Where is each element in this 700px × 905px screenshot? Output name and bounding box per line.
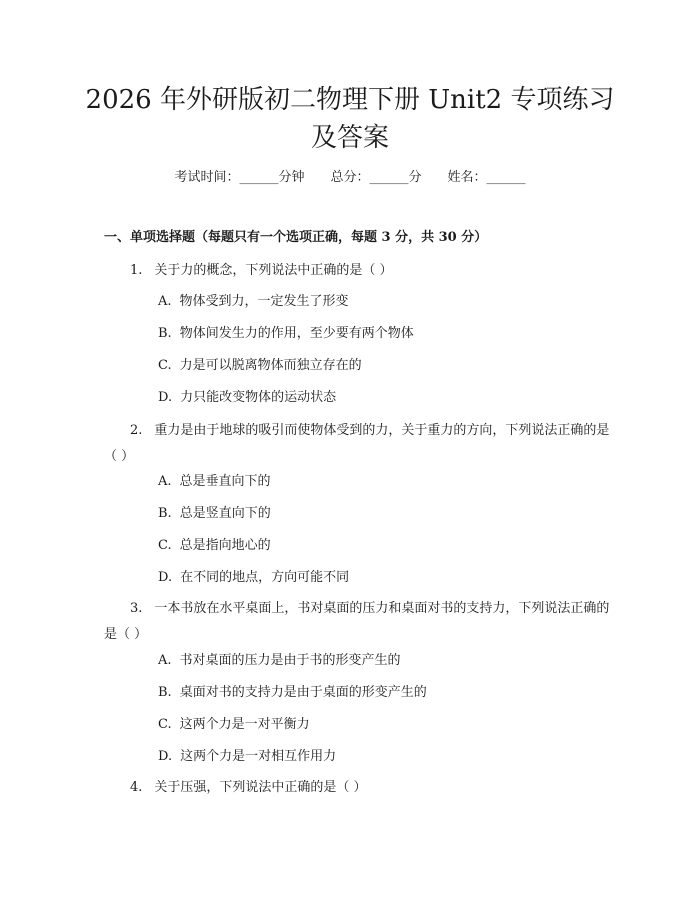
question-1-option-c — [158, 356, 362, 376]
question-3-option-a — [158, 651, 401, 671]
option-text: 物体间发生力的作用，至少要有两个物体 — [179, 326, 414, 341]
document-title-line1: 2026 年外研版初二物理下册 Unit2 专项练习 — [85, 85, 615, 115]
question-1-option-b — [158, 324, 414, 344]
option-label: A. — [158, 653, 172, 668]
total-score-field: 总分：______分 — [330, 170, 422, 185]
question-2 — [104, 418, 614, 470]
option-label: C. — [158, 538, 172, 553]
option-label: A. — [158, 474, 172, 489]
student-name-field: 姓名：______ — [447, 170, 526, 185]
question-3-option-b — [158, 683, 427, 703]
option-label: A. — [158, 294, 172, 309]
question-2-option-b — [158, 504, 271, 524]
question-3-option-c — [158, 715, 310, 735]
option-text: 总是竖直向下的 — [179, 506, 271, 521]
option-label: B. — [158, 685, 172, 700]
question-number: 3. — [130, 601, 143, 616]
question-number: 4. — [130, 780, 143, 795]
option-label: C. — [158, 358, 172, 373]
option-text: 力是可以脱离物体而独立存在的 — [179, 358, 362, 373]
question-1 — [104, 258, 614, 284]
option-label: B. — [158, 326, 172, 341]
option-text: 物体受到力，一定发生了形变 — [179, 294, 349, 309]
question-3 — [104, 596, 614, 648]
option-label: D. — [158, 749, 173, 764]
option-text: 桌面对书的支持力是由于桌面的形变产生的 — [179, 685, 427, 700]
question-number: 2. — [130, 423, 143, 438]
section-heading: 一、单项选择题（每题只有一个选项正确，每题 3 分，共 30 分） — [104, 230, 488, 245]
document-title-line2: 及答案 — [310, 123, 389, 153]
question-number: 1. — [130, 263, 143, 278]
option-text: 书对桌面的压力是由于书的形变产生的 — [179, 653, 401, 668]
option-text: 总是指向地心的 — [179, 538, 271, 553]
question-2-option-d — [158, 568, 349, 588]
question-2-option-a — [158, 472, 271, 492]
question-text: 关于力的概念，下列说法中正确的是（ ） — [154, 263, 393, 278]
option-text: 这两个力是一对相互作用力 — [180, 749, 337, 764]
option-text: 力只能改变物体的运动状态 — [180, 390, 337, 405]
question-text: 关于压强，下列说法中正确的是（ ） — [154, 780, 367, 795]
exam-time-field: 考试时间：______分钟 — [174, 170, 305, 185]
option-text: 总是垂直向下的 — [179, 474, 271, 489]
question-1-option-a — [158, 292, 349, 312]
question-1-option-d — [158, 388, 336, 408]
question-2-option-c — [158, 536, 271, 556]
option-text: 这两个力是一对平衡力 — [179, 717, 310, 732]
option-label: D. — [158, 570, 173, 585]
option-label: C. — [158, 717, 172, 732]
question-4 — [104, 775, 614, 801]
exam-info-row — [0, 168, 700, 188]
question-3-option-d — [158, 747, 336, 767]
option-label: B. — [158, 506, 172, 521]
option-text: 在不同的地点，方向可能不同 — [180, 570, 350, 585]
option-label: D. — [158, 390, 173, 405]
question-text: 一本书放在水平桌面上，书对桌面的压力和桌面对书的支持力，下列说法正确的是（ ） — [104, 601, 610, 642]
question-text: 重力是由于地球的吸引而使物体受到的力，关于重力的方向，下列说法正确的是（ ） — [104, 423, 610, 464]
